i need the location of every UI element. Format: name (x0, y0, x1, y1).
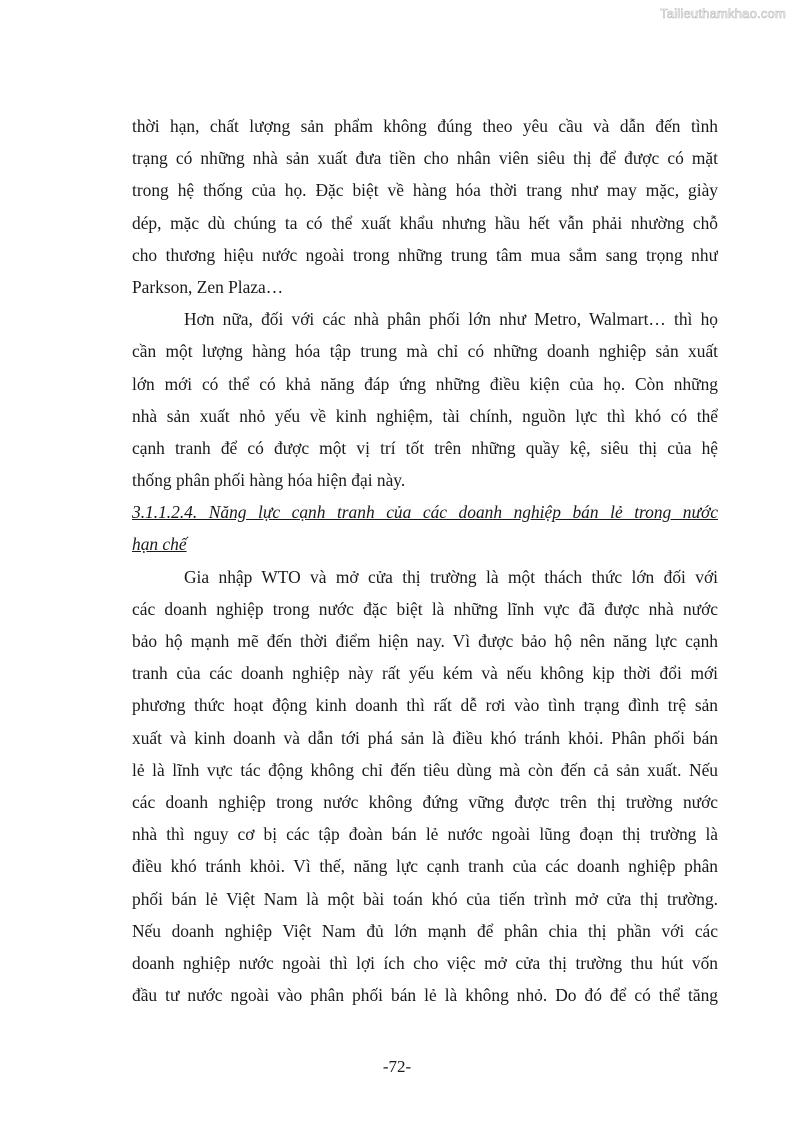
text-line: các doanh nghiệp trong nước đặc biệt là những lĩnh vực đã được nhà nước (132, 598, 718, 619)
text-line: lớn mới có thể có khả năng đáp ứng những điều kiện của họ. Còn những (132, 373, 718, 394)
text-line: dép, mặc dù chúng ta có thể xuất khẩu nhưng hầu hết vẫn phải nhường chỗ (132, 212, 718, 233)
text-line: Hơn nữa, đối với các nhà phân phối lớn như Metro, Walmart… thì họ (184, 309, 718, 330)
text-line: trong hệ thống của họ. Đặc biệt về hàng hóa thời trang như may mặc, giày (132, 180, 718, 201)
text-line: cho thương hiệu nước ngoài trong những trung tâm mua sắm sang trọng như (132, 244, 718, 265)
text-line: phối bán lẻ Việt Nam là một bài toán khó của tiến trình mở cửa thị trường. (132, 888, 718, 909)
text-line: Nếu doanh nghiệp Việt Nam đủ lớn mạnh để phân chia thị phần với các (132, 920, 718, 941)
page-number: -72- (382, 1057, 412, 1076)
text-line: tranh của các doanh nghiệp này rất yếu kém và nếu không kịp thời đổi mới (132, 663, 718, 684)
page-body (132, 110, 718, 1011)
text-line: đầu tư nước ngoài vào phân phối bán lẻ là không nhỏ. Do đó để có thể tăng (132, 985, 718, 1006)
paragraph (132, 110, 718, 303)
text-line: lẻ là lĩnh vực tác động không chỉ đến tiêu dùng mà còn đến cả sản xuất. Nếu (132, 759, 718, 780)
paragraph (132, 561, 718, 1012)
text-line: nhà thì nguy cơ bị các tập đoàn bán lẻ nước ngoài lũng đoạn thị trường là (132, 824, 718, 845)
text-line: các doanh nghiệp trong nước không đứng vững được trên thị trường nước (132, 791, 718, 812)
paragraph (132, 303, 718, 496)
text-line: cần một lượng hàng hóa tập trung mà chỉ có những doanh nghiệp sản xuất (132, 341, 718, 362)
text-line: phương thức hoạt động kinh doanh thì rất dễ rơi vào tình trạng đình trệ sản (132, 695, 718, 716)
heading-line: hạn chế (132, 534, 187, 555)
text-line: thống phân phối hàng hóa hiện đại này. (132, 470, 406, 491)
text-line: điều khó tránh khỏi. Vì thế, năng lực cạnh tranh của các doanh nghiệp phân (132, 856, 718, 877)
text-line: Gia nhập WTO và mở cửa thị trường là một thách thức lớn đối với (184, 566, 718, 587)
text-line: trạng có những nhà sản xuất đưa tiền cho nhân viên siêu thị để được có mặt (132, 148, 718, 169)
watermark: Tailieuthamkhao.com (660, 6, 786, 21)
text-line: thời hạn, chất lượng sản phẩm không đúng theo yêu cầu và dẫn đến tình (132, 116, 718, 136)
section-heading (132, 496, 718, 560)
text-line: Parkson, Zen Plaza… (132, 276, 284, 297)
text-line: bảo hộ mạnh mẽ đến thời điểm hiện nay. Vì được bảo hộ nên năng lực cạnh (132, 631, 718, 651)
text-line: xuất và kinh doanh và dẫn tới phá sản là điều khó tránh khỏi. Phân phối bán (132, 727, 718, 748)
text-line: nhà sản xuất nhỏ yếu về kinh nghiệm, tài chính, nguồn lực thì khó có thể (132, 405, 718, 426)
heading-line: 3.1.1.2.4. Năng lực cạnh tranh của các doanh nghiệp bán lẻ trong nước (132, 502, 718, 523)
text-line: cạnh tranh để có được một vị trí tốt trên những quầy kệ, siêu thị của hệ (132, 437, 718, 458)
text-line: doanh nghiệp nước ngoài thì lợi ích cho việc mở cửa thị trường thu hút vốn (132, 952, 718, 973)
